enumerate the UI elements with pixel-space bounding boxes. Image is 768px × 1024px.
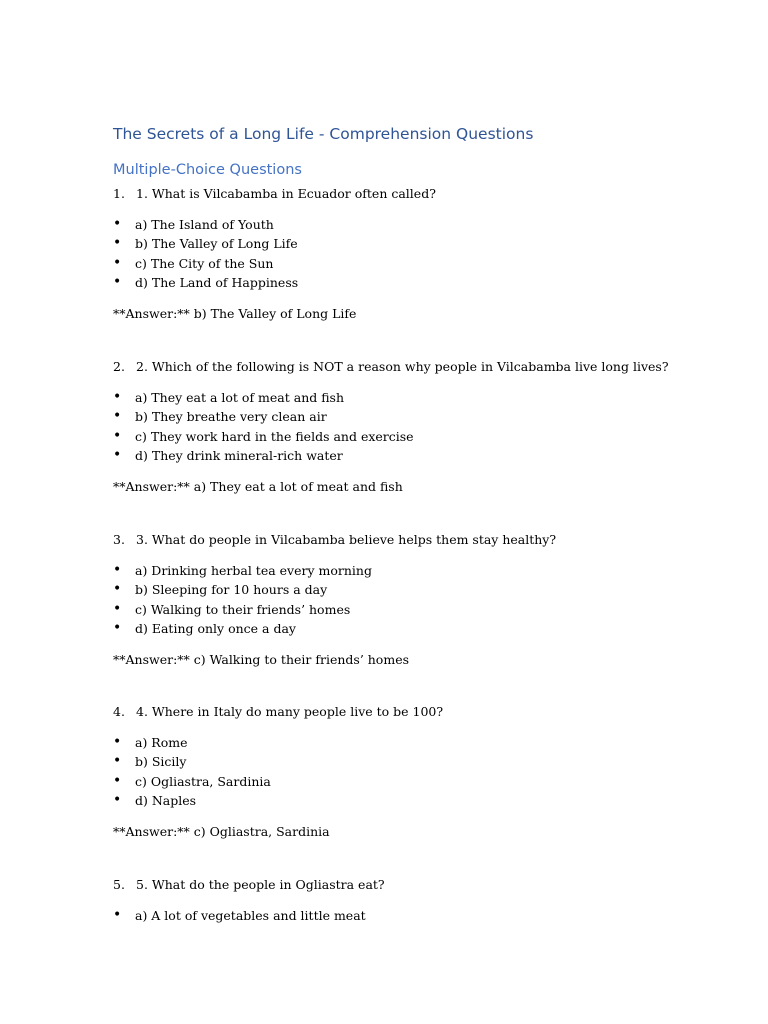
question-3 (113, 531, 733, 669)
option-text: d) Eating only once a day (135, 620, 296, 636)
option-text: b) Sleeping for 10 hours a day (135, 582, 328, 598)
question-number: 5. (113, 877, 125, 892)
option-item (113, 906, 733, 925)
option-item (113, 733, 733, 752)
question-text: 4. Where in Italy do many people live to be 100? (136, 704, 444, 719)
question-number: 4. (113, 704, 125, 719)
option-text: c) They work hard in the fields and exercise (135, 428, 414, 444)
question-line (113, 703, 733, 721)
option-item (113, 388, 733, 407)
answer-line: **Answer:** b) The Valley of Long Life (113, 306, 357, 322)
bullet-icon: • (113, 273, 122, 290)
question-text: 1. What is Vilcabamba in Ecuador often called? (136, 186, 436, 201)
bullet-icon: • (113, 753, 122, 770)
option-text: c) Walking to their friends’ homes (135, 601, 351, 617)
question-5 (113, 876, 733, 925)
option-text: b) They breathe very clean air (135, 409, 327, 425)
document-title: The Secrets of a Long Life - Comprehension Questions (113, 125, 534, 143)
option-item (113, 752, 733, 771)
option-item (113, 234, 733, 253)
question-4 (113, 703, 733, 841)
option-text: d) The Land of Happiness (135, 274, 299, 290)
bullet-icon: • (113, 446, 122, 463)
option-text: a) They eat a lot of meat and fish (135, 390, 345, 405)
bullet-icon: • (113, 581, 122, 598)
bullet-icon: • (113, 235, 122, 252)
option-item (113, 215, 733, 234)
question-line (113, 358, 733, 376)
question-line (113, 876, 733, 894)
section-title: Multiple-Choice Questions (113, 162, 302, 178)
bullet-icon: • (113, 600, 122, 617)
option-text: b) Sicily (135, 754, 187, 770)
option-item (113, 619, 733, 638)
option-item (113, 446, 733, 465)
option-item (113, 561, 733, 580)
question-line (113, 531, 733, 549)
question-1 (113, 185, 733, 323)
option-text: c) The City of the Sun (135, 255, 274, 271)
question-text: 3. What do people in Vilcabamba believe helps them stay healthy? (136, 532, 557, 547)
question-number: 2. (113, 359, 125, 374)
question-2 (113, 358, 733, 496)
option-list (113, 561, 733, 638)
option-list (113, 733, 733, 810)
bullet-icon: • (113, 427, 122, 444)
option-text: a) A lot of vegetables and little meat (135, 908, 366, 923)
option-item (113, 427, 733, 446)
bullet-icon: • (113, 408, 122, 425)
question-line (113, 185, 733, 203)
option-item (113, 254, 733, 273)
option-list (113, 906, 733, 925)
question-number: 1. (113, 186, 125, 201)
option-text: b) The Valley of Long Life (135, 236, 298, 252)
bullet-icon: • (113, 791, 122, 808)
option-item (113, 791, 733, 810)
option-text: d) Naples (135, 792, 197, 808)
bullet-icon: • (113, 734, 122, 750)
answer-line: **Answer:** c) Walking to their friends’ homes (113, 652, 410, 668)
option-item (113, 580, 733, 599)
bullet-icon: • (113, 254, 122, 271)
option-text: a) The Island of Youth (135, 217, 274, 232)
question-number: 3. (113, 532, 125, 547)
option-item (113, 600, 733, 619)
option-item (113, 407, 733, 426)
bullet-icon: • (113, 907, 122, 923)
bullet-icon: • (113, 216, 122, 232)
option-list (113, 388, 733, 465)
option-list (113, 215, 733, 292)
option-text: d) They drink mineral-rich water (135, 447, 343, 463)
question-text: 2. Which of the following is NOT a reason why people in Vilcabamba live long lives? (136, 359, 669, 374)
option-item (113, 772, 733, 791)
answer-line: **Answer:** a) They eat a lot of meat and fish (113, 479, 403, 495)
bullet-icon: • (113, 389, 122, 405)
answer-line: **Answer:** c) Ogliastra, Sardinia (113, 824, 330, 840)
option-item (113, 273, 733, 292)
option-text: a) Rome (135, 735, 188, 750)
bullet-icon: • (113, 562, 122, 578)
question-text: 5. What do the people in Ogliastra eat? (136, 877, 385, 892)
option-text: c) Ogliastra, Sardinia (135, 773, 271, 789)
bullet-icon: • (113, 619, 122, 636)
option-text: a) Drinking herbal tea every morning (135, 563, 372, 578)
bullet-icon: • (113, 772, 122, 789)
